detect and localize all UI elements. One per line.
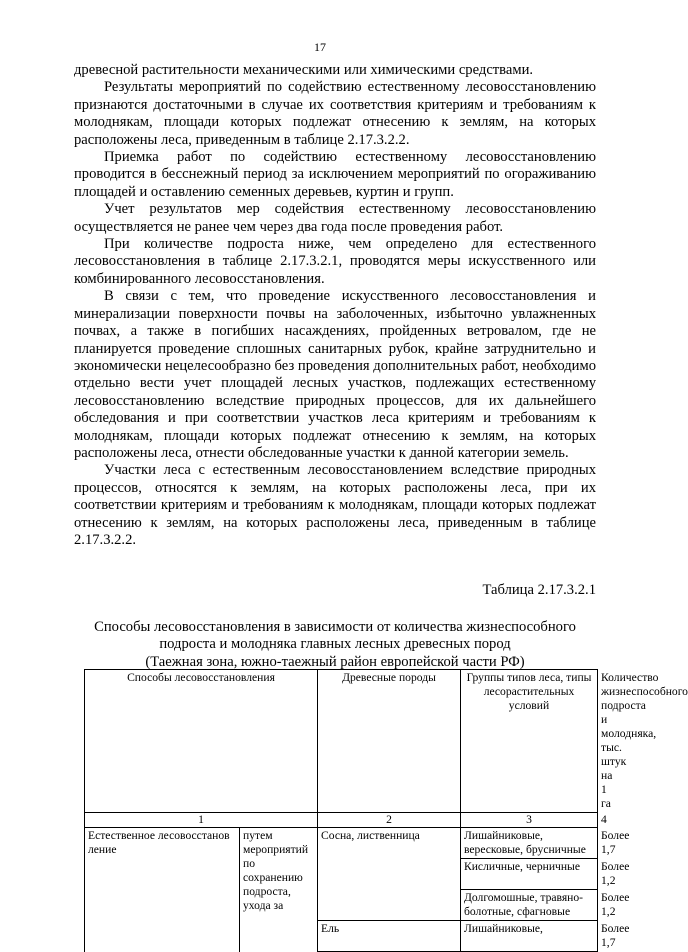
forest-type-cell: Кисличные, черничные [461, 859, 598, 890]
header-cell: Группы типов леса, типы лесорастительных условий [461, 670, 598, 813]
paragraph: Результаты мероприятий по содействию естественному лесовосстановлению признаются достаточными в случае их соответствия критериям и требованиям к молоднякам, площади которых подлежат отнесению к землям, на которых расположены леса, приведенным в таблице 2.17.3.2.2. [74, 79, 596, 148]
table-row: Долгомошные, травяно-болотные, сфагновые Более 1,2 [85, 890, 598, 921]
column-number-row: 1 2 3 4 [85, 813, 598, 828]
table-header-row: Способы лесовосстановления Древесные породы Группы типов леса, типы лесорастительных условий Количество жизнеспособного подроста и молодняка, тыс. штук на 1 га [85, 670, 598, 813]
page-number: 17 [314, 40, 326, 54]
paragraph: Приемка работ по содействию естественному лесовосстановлению проводится в бесснежный период за исключением мероприятий по огораживанию площадей и оставлению семенных деревьев, куртин и групп. [74, 149, 596, 200]
forest-type-cell: Лишайниковые, [461, 921, 598, 952]
paragraph: При количестве подроста ниже, чем определено для естественного лесовосстановления в таблице 2.17.3.2.1, проводятся меры искусственного или комбинированного лесовосстановления. [74, 236, 596, 287]
submethod-cell: путем мероприятий по сохранению подроста, ухода за [240, 828, 318, 952]
paragraph: Учет результатов мер содействия естественному лесовосстановлению осуществляется не ранее чем через два года после проведения работ. [74, 201, 596, 235]
table-row: Естественное лесовосстанов ление путем мероприятий по сохранению подроста, ухода за Сосна, лиственница Лишайниковые, вересковые, брусничные Более 1,7 [85, 828, 598, 859]
column-number: 3 [461, 813, 598, 828]
table-title-line: (Таежная зона, южно-таежный район европейской части РФ) [145, 653, 525, 670]
header-cell: Способы лесовосстановления [85, 670, 318, 813]
species-cell: Сосна, лиственница [318, 828, 461, 921]
table-row: Ель Лишайниковые, Более 1,7 [85, 921, 598, 952]
forest-type-cell: Долгомошные, травяно-болотные, сфагновые [461, 890, 598, 921]
species-cell: Ель [318, 921, 461, 952]
column-number: 1 [85, 813, 318, 828]
table-title [74, 619, 596, 671]
column-number: 2 [318, 813, 461, 828]
table-label: Таблица 2.17.3.2.1 [482, 582, 596, 598]
table-row: Кисличные, черничные Более 1,2 [85, 859, 598, 890]
forest-type-cell: Лишайниковые, вересковые, брусничные [461, 828, 598, 859]
body-text [74, 62, 596, 549]
method-cell: Естественное лесовосстанов ление [85, 828, 240, 952]
reforestation-table [84, 669, 688, 952]
paragraph: древесной растительности механическими или химическими средствами. [74, 62, 534, 78]
header-cell: Древесные породы [318, 670, 461, 813]
table-title-line: подроста и молодняка главных лесных древесных пород [159, 636, 511, 653]
paragraph: Участки леса с естественным лесовосстановлением вследствие природных процессов, относятся к землям, на которых расположены леса, при их соответствии критериям и требованиям к молоднякам, площади которых подлежат отнесению к землям, на которых расположены леса, приведенным в таблице 2.17.3.2.2. [74, 462, 596, 548]
paragraph: В связи с тем, что проведение искусственного лесовосстановления и минерализации поверхности почвы на заболоченных, избыточно увлажненных почвах, а также в погибших насаждениях, пройденных ветровалом, где не планируется проведение сплошных санитарных рубок, крайне затруднительно и экономически нецелесообразно без проведения дополнительных работ, необходимо отдельно вести учет площадей лесных участков, подлежащих естественному лесовосстановлению вследствие природных процессов, для их дальнейшего обследования и при соответствии участков леса критериям и требованиям к молоднякам, площади которых подлежат отнесению к землям, на которых расположены леса, отнести обследованные участки к данной категории земель. [74, 288, 596, 461]
table-title-line: Способы лесовосстановления в зависимости от количества жизнеспособного [94, 619, 576, 635]
